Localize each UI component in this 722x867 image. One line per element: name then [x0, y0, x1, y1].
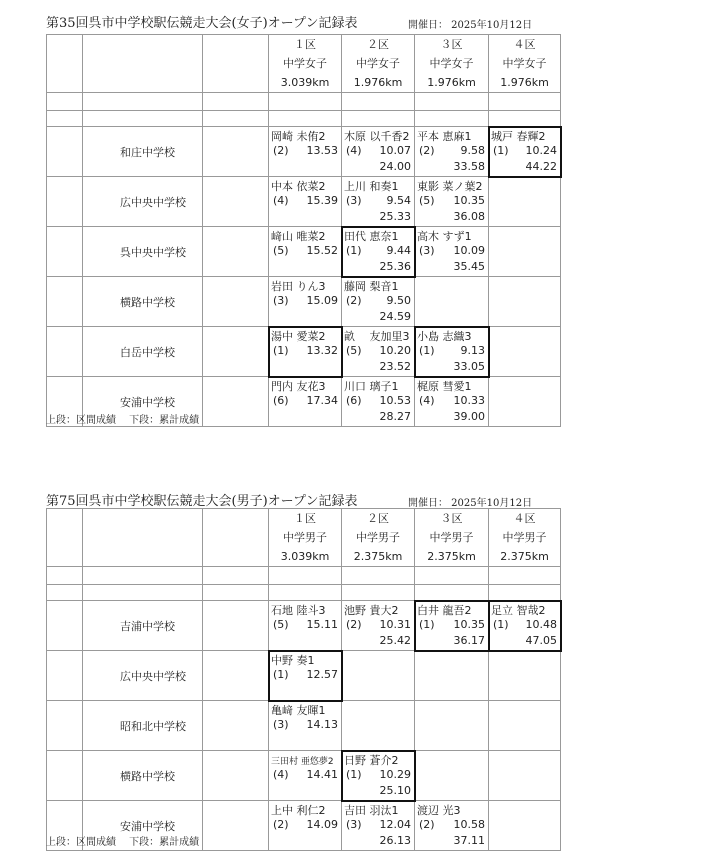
leg-rank: (1) [493, 618, 509, 631]
leg-4-result [489, 601, 561, 651]
leg-rank: (6) [273, 394, 289, 407]
runner-name: 小島 志織3 [417, 330, 472, 343]
leg-4-result [489, 177, 561, 227]
leg-4-result [489, 751, 561, 801]
runner-name: 藤岡 梨音1 [344, 280, 399, 293]
school-name: 白岳中学校 [83, 327, 203, 377]
leg-rank: (4) [346, 144, 362, 157]
leg-4-result [489, 651, 561, 701]
leg-time: 13.32 [306, 344, 338, 357]
leg-rank: (1) [493, 144, 509, 157]
leg-time: 10.29 [379, 768, 411, 781]
leg-2-result [342, 277, 415, 327]
leg-time: 9.50 [386, 294, 411, 307]
girls-results [47, 127, 561, 427]
leg-time: 10.35 [453, 194, 485, 207]
table-row [47, 277, 561, 327]
leg-time: 10.53 [379, 394, 411, 407]
runner-name: 吉田 羽汰1 [344, 804, 399, 817]
leg-4-result [489, 277, 561, 327]
leg-rank: (5) [273, 244, 289, 257]
table-row [47, 327, 561, 377]
leg-3-result [415, 651, 489, 701]
girls-table [46, 34, 561, 427]
runner-name: 亀﨑 友暉1 [271, 704, 326, 717]
cumulative-time: 33.58 [453, 160, 485, 173]
runner-name: 岩田 りん3 [271, 280, 326, 293]
leg-3-result [415, 277, 489, 327]
cumulative-time: 25.42 [379, 634, 411, 647]
cumulative-time: 25.36 [379, 260, 411, 273]
leg-rank: (1) [273, 668, 289, 681]
boys-leg-1-header: １区 中学男子 3.039km [269, 509, 342, 567]
leg-1-result [269, 377, 342, 427]
leg-time: 10.33 [453, 394, 485, 407]
leg-1-result [269, 601, 342, 651]
leg-rank: (3) [273, 294, 289, 307]
school-name: 安浦中学校 [83, 801, 203, 851]
runner-name: 上中 利仁2 [271, 804, 326, 817]
runner-name: 田代 恵奈1 [344, 230, 399, 243]
boys-date: 開催日： 2025年10月12日 [408, 498, 533, 509]
school-name: 広中央中学校 [83, 177, 203, 227]
school-name: 吉浦中学校 [83, 601, 203, 651]
runner-name: 中野 奏1 [271, 654, 315, 667]
cumulative-time: 39.00 [453, 410, 485, 423]
leg-time: 15.09 [306, 294, 338, 307]
school-name: 横路中学校 [83, 277, 203, 327]
girls-title: 第35回呉市中学校駅伝競走大会(女子)オープン記録表 [46, 16, 358, 31]
boys-leg-2-header: ２区 中学男子 2.375km [342, 509, 415, 567]
school-name: 和庄中学校 [83, 127, 203, 177]
leg-time: 13.53 [306, 144, 338, 157]
girls-leg-4-header: ４区 中学女子 1.976km [489, 35, 561, 93]
leg-time: 12.04 [379, 818, 411, 831]
leg-time: 10.58 [453, 818, 485, 831]
leg-rank: (3) [346, 818, 362, 831]
table-row [47, 177, 561, 227]
leg-4-result [489, 227, 561, 277]
leg-rank: (5) [346, 344, 362, 357]
girls-header [47, 35, 561, 127]
cumulative-time: 23.52 [379, 360, 411, 373]
leg-1-result [269, 751, 342, 801]
leg-time: 10.24 [525, 144, 557, 157]
cumulative-time: 24.59 [379, 310, 411, 323]
leg-time: 10.20 [379, 344, 411, 357]
girls-leg-3-header: ３区 中学女子 1.976km [415, 35, 489, 93]
runner-name: 日野 蒼介2 [344, 754, 399, 767]
runner-name: 白井 龍吾2 [417, 604, 472, 617]
runner-name: 三田村 亜悠夢2 [271, 757, 334, 767]
leg-rank: (2) [273, 144, 289, 157]
leg-time: 14.09 [306, 818, 338, 831]
runner-name: 平本 恵麻1 [417, 130, 472, 143]
leg-rank: (5) [273, 618, 289, 631]
leg-3-result [415, 701, 489, 751]
table-row [47, 601, 561, 651]
leg-rank: (4) [419, 394, 435, 407]
leg-rank: (5) [419, 194, 435, 207]
runner-name: 上川 和奏1 [344, 180, 399, 193]
leg-4-result [489, 127, 561, 177]
leg-1-result [269, 177, 342, 227]
table-row [47, 127, 561, 177]
boys-note: 上段：区間成績 下段：累計成績 [46, 837, 200, 848]
runner-name: 中本 依菜2 [271, 180, 326, 193]
runner-name: 木原 以千香2 [344, 130, 410, 143]
leg-2-result [342, 227, 415, 277]
leg-3-result [415, 227, 489, 277]
leg-2-result [342, 651, 415, 701]
leg-1-result [269, 651, 342, 701]
leg-2-result [342, 701, 415, 751]
leg-rank: (2) [273, 818, 289, 831]
leg-time: 14.13 [306, 718, 338, 731]
leg-2-result [342, 327, 415, 377]
runner-name: 川口 璃子1 [344, 380, 399, 393]
runner-name: 畝 友加里3 [344, 330, 410, 343]
table-row [47, 651, 561, 701]
leg-time: 10.07 [379, 144, 411, 157]
leg-time: 15.52 [306, 244, 338, 257]
runner-name: 湯中 愛菜2 [271, 330, 326, 343]
leg-rank: (1) [346, 768, 362, 781]
school-name: 横路中学校 [83, 751, 203, 801]
leg-4-result [489, 377, 561, 427]
leg-2-result [342, 751, 415, 801]
boys-leg-3-header: ３区 中学男子 2.375km [415, 509, 489, 567]
runner-name: 梶原 彗愛1 [417, 380, 472, 393]
girls-leg-2-header: ２区 中学女子 1.976km [342, 35, 415, 93]
leg-time: 10.48 [525, 618, 557, 631]
leg-rank: (2) [419, 144, 435, 157]
leg-3-result [415, 127, 489, 177]
runner-name: 﨑山 唯菜2 [271, 230, 326, 243]
cumulative-time: 36.17 [453, 634, 485, 647]
leg-time: 9.13 [460, 344, 485, 357]
leg-rank: (1) [273, 344, 289, 357]
leg-2-result [342, 601, 415, 651]
leg-rank: (4) [273, 194, 289, 207]
leg-rank: (2) [346, 618, 362, 631]
leg-time: 15.11 [306, 618, 338, 631]
runner-name: 池野 貴大2 [344, 604, 399, 617]
runner-name: 城戸 春輝2 [491, 130, 546, 143]
leg-time: 15.39 [306, 194, 338, 207]
cumulative-time: 24.00 [379, 160, 411, 173]
runner-name: 石地 陸斗3 [271, 604, 326, 617]
leg-time: 10.31 [379, 618, 411, 631]
cumulative-time: 33.05 [453, 360, 485, 373]
leg-time: 10.35 [453, 618, 485, 631]
cumulative-time: 37.11 [453, 834, 485, 847]
runner-name: 東影 菜ノ葉2 [417, 180, 483, 193]
leg-time: 17.34 [306, 394, 338, 407]
cumulative-time: 47.05 [525, 634, 557, 647]
leg-rank: (6) [346, 394, 362, 407]
leg-rank: (3) [273, 718, 289, 731]
leg-time: 10.09 [453, 244, 485, 257]
leg-time: 9.54 [386, 194, 411, 207]
leg-time: 12.57 [306, 668, 338, 681]
leg-rank: (2) [419, 818, 435, 831]
leg-1-result [269, 801, 342, 851]
leg-3-result [415, 177, 489, 227]
runner-name: 岡崎 未侑2 [271, 130, 326, 143]
boys-leg-4-header: ４区 中学男子 2.375km [489, 509, 561, 567]
runner-name: 高木 すず1 [417, 230, 472, 243]
boys-results [47, 601, 561, 851]
leg-1-result [269, 701, 342, 751]
leg-time: 14.41 [306, 768, 338, 781]
leg-time: 9.44 [386, 244, 411, 257]
leg-1-result [269, 127, 342, 177]
girls-date: 開催日： 2025年10月12日 [408, 20, 533, 31]
runner-name: 門内 友花3 [271, 380, 326, 393]
runner-name: 渡辺 光3 [417, 804, 461, 817]
leg-rank: (4) [273, 768, 289, 781]
cumulative-time: 25.33 [379, 210, 411, 223]
leg-3-result [415, 377, 489, 427]
leg-rank: (1) [419, 618, 435, 631]
girls-note: 上段：区間成績 下段：累計成績 [46, 415, 200, 426]
leg-3-result [415, 601, 489, 651]
school-name: 広中央中学校 [83, 651, 203, 701]
school-name: 安浦中学校 [83, 377, 203, 427]
leg-2-result [342, 177, 415, 227]
cumulative-time: 28.27 [379, 410, 411, 423]
cumulative-time: 26.13 [379, 834, 411, 847]
table-row [47, 701, 561, 751]
leg-1-result [269, 227, 342, 277]
school-name: 昭和北中学校 [83, 701, 203, 751]
leg-2-result [342, 801, 415, 851]
cumulative-time: 35.45 [453, 260, 485, 273]
leg-4-result [489, 701, 561, 751]
leg-2-result [342, 127, 415, 177]
leg-4-result [489, 801, 561, 851]
leg-rank: (1) [346, 244, 362, 257]
cumulative-time: 25.10 [379, 784, 411, 797]
boys-header [47, 509, 561, 601]
leg-rank: (3) [419, 244, 435, 257]
leg-3-result [415, 801, 489, 851]
girls-leg-1-header: １区 中学女子 3.039km [269, 35, 342, 93]
table-row [47, 227, 561, 277]
leg-1-result [269, 327, 342, 377]
leg-time: 9.58 [460, 144, 485, 157]
leg-3-result [415, 327, 489, 377]
boys-title: 第75回呉市中学校駅伝競走大会(男子)オープン記録表 [46, 494, 358, 509]
leg-3-result [415, 751, 489, 801]
boys-table [46, 508, 561, 851]
table-row [47, 751, 561, 801]
leg-rank: (1) [419, 344, 435, 357]
leg-rank: (3) [346, 194, 362, 207]
leg-1-result [269, 277, 342, 327]
cumulative-time: 36.08 [453, 210, 485, 223]
school-name: 呉中央中学校 [83, 227, 203, 277]
leg-rank: (2) [346, 294, 362, 307]
cumulative-time: 44.22 [525, 160, 557, 173]
leg-4-result [489, 327, 561, 377]
runner-name: 足立 智哉2 [491, 604, 546, 617]
leg-2-result [342, 377, 415, 427]
